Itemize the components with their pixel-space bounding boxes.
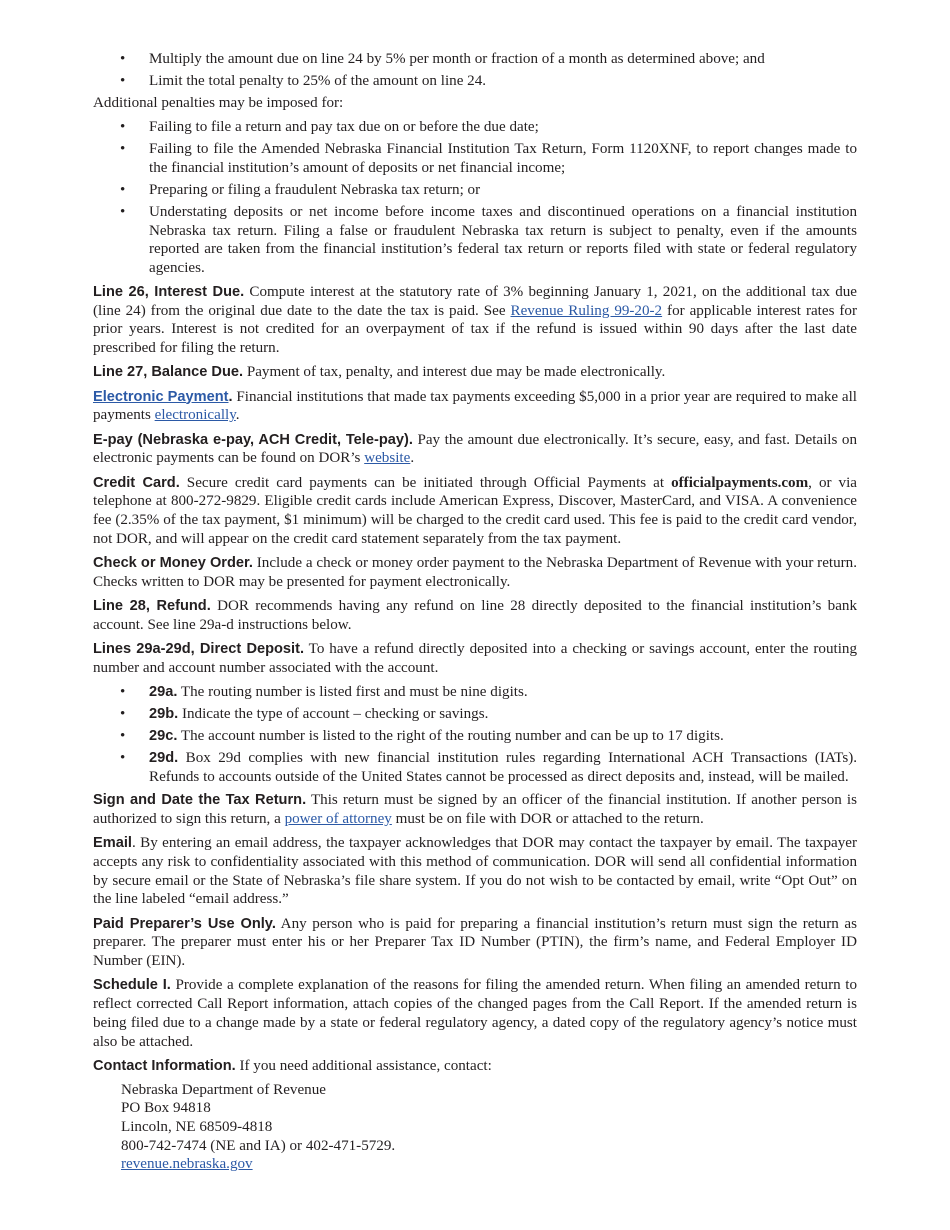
line28-paragraph (93, 597, 857, 634)
contact-paragraph (93, 1057, 857, 1076)
list-item (93, 705, 857, 724)
additional-penalties-intro: Additional penalties may be imposed for: (93, 95, 344, 111)
check-heading: Check or Money Order. (93, 554, 253, 571)
preparer-paragraph (93, 915, 857, 971)
item-text: Indicate the type of account – checking or savings. (178, 705, 489, 722)
sign-text-a: This return must be signed by an officer of the financial institution. If another person is authorized to sign this return, a (93, 792, 857, 828)
revenue-ruling-link[interactable]: Revenue Ruling 99-20-2 (510, 302, 663, 319)
list-item: • Understating deposits or net income before income taxes and discontinued operations on a financial institution Nebraska tax return. Filing a false or fraudulent Nebraska tax return is subject to penalty, even if the amounts reported are taken from the financial institution’s federal tax return or reports filed with state or federal regulatory agencies. (93, 203, 857, 278)
item-label: 29b. (149, 705, 179, 722)
email-paragraph (93, 834, 857, 909)
address-line: 800-742-7474 (NE and IA) or 402-471-5729. (121, 1137, 396, 1154)
line28-heading: Line 28, Refund. (93, 597, 211, 614)
credit-card-heading: Credit Card. (93, 474, 180, 491)
line27-paragraph (93, 363, 857, 382)
electronic-payment-link[interactable]: Electronic Payment (93, 388, 229, 405)
line28-text: DOR recommends having any refund on line 28 directly deposited to the financial institution’s bank account. See line 29a-d instructions below. (93, 597, 857, 633)
additional-penalties-list (93, 118, 857, 278)
item-text: Box 29d complies with new financial institution rules regarding International ACH Transactions (IATs). Refunds to accounts outside of the United States cannot be processed as direct deposits and, instead, will be mailed. (149, 749, 857, 785)
contact-address (93, 1081, 857, 1175)
epay-text-b: . (410, 450, 415, 467)
list-item: • Multiply the amount due on line 24 by 5% per month or fraction of a month as determined above; and (93, 50, 857, 69)
list-item: • Failing to file the Amended Nebraska Financial Institution Tax Return, Form 1120XNF, to report changes made to the financial institution’s amount of deposits or net financial income; (93, 140, 857, 177)
penalty-bullet-list (93, 50, 857, 91)
schedule-heading: Schedule I. (93, 977, 171, 994)
address-line: Nebraska Department of Revenue (121, 1081, 326, 1098)
electronic-payment-text-a: Financial institutions that made tax payments exceeding $5,000 in a prior year are required to make all payments (93, 388, 857, 424)
preparer-heading: Paid Preparer’s Use Only. (93, 915, 276, 932)
schedule-paragraph (93, 976, 857, 1051)
item-label: 29a. (149, 683, 178, 700)
line26-paragraph (93, 283, 857, 358)
sign-paragraph (93, 791, 857, 828)
power-of-attorney-link[interactable]: power of attorney (284, 811, 392, 828)
list-item (93, 749, 857, 786)
epay-heading: E-pay (Nebraska e-pay, ACH Credit, Tele-pay). (93, 431, 413, 448)
line27-text: Payment of tax, penalty, and interest due may be made electronically. (243, 364, 666, 381)
line27-heading: Line 27, Balance Due. (93, 364, 244, 381)
electronic-payment-period: . (228, 388, 233, 405)
preparer-text: Any person who is paid for preparing a financial institution’s return must sign the return as preparer. The preparer must enter his or her Preparer Tax ID Number (PTIN), the firm’s name, and Federal Employer ID Number (EIN). (93, 915, 857, 970)
list-item: • Limit the total penalty to 25% of the amount on line 24. (93, 72, 857, 91)
schedule-text: Provide a complete explanation of the reasons for filing the amended return. When filing an amended return to reflect corrected Call Report information, attach copies of the changed pages from the Call Report. If the amended return is being filed due to a change made by a state or federal regulatory agency, a dated copy of the regulatory agency’s notice must also be attached. (93, 977, 858, 1050)
sign-heading: Sign and Date the Tax Return. (93, 792, 307, 809)
address-line: Lincoln, NE 68509-4818 (121, 1118, 273, 1135)
list-item (93, 683, 857, 702)
credit-card-text-b: , or via telephone at 800-272-9829. Eligible credit cards include American Express, Discover, MasterCard, and VISA. A convenience fee (2.35% of the tax payment, $1 minimum) will be charged to the credit card used. This fee is paid to the credit card vendor, not DOR, and will appear on the credit card statement separately from the tax payment. (93, 474, 857, 547)
item-label: 29d. (149, 749, 179, 766)
revenue-website-link[interactable]: revenue.nebraska.gov (121, 1156, 253, 1173)
electronic-payment-text-b: . (235, 407, 240, 424)
lines29-text: To have a refund directly deposited into a checking or savings account, enter the routing number and account number associated with the account. (93, 640, 857, 676)
item-text: The account number is listed to the right of the routing number and can be up to 17 digits. (177, 727, 724, 744)
contact-text: If you need additional assistance, contact: (235, 1057, 492, 1074)
direct-deposit-list (93, 683, 857, 786)
list-item: • Preparing or filing a fraudulent Nebraska tax return; or (93, 181, 857, 200)
epay-paragraph (93, 431, 857, 468)
electronic-payment-paragraph (93, 388, 857, 425)
email-text: . By entering an email address, the taxpayer acknowledges that DOR may contact the taxpayer by email. The taxpayer accepts any risk to confidentiality associated with this method of communication. DOR will send all confidential information by secure email or the State of Nebraska’s file share system. If you do not wish to be contacted by email, write “Opt Out” on the line labeled “email address.” (93, 835, 857, 908)
credit-card-paragraph (93, 474, 857, 549)
item-label: 29c. (149, 727, 178, 744)
line26-text-b: for applicable interest rates for prior years. Interest is not credited for an overpayment of tax if the refund is issued within 90 days after the last date prescribed for filing the return. (93, 302, 857, 356)
sign-text-b: must be on file with DOR or attached to the return. (391, 811, 704, 828)
credit-card-text-a: Secure credit card payments can be initiated through Official Payments at (179, 474, 672, 491)
lines29-heading: Lines 29a-29d, Direct Deposit. (93, 640, 305, 657)
list-item: • Failing to file a return and pay tax due on or before the due date; (93, 118, 857, 137)
website-link[interactable]: website (364, 450, 411, 467)
line26-text-a: Compute interest at the statutory rate of 3% beginning January 1, 2021, on the additional tax due (line 24) from the original due date to the date the tax is paid. See (93, 283, 857, 319)
epay-text-a: Pay the amount due electronically. It’s secure, easy, and fast. Details on electronic payments can be found on DOR’s (93, 431, 857, 467)
address-line: PO Box 94818 (121, 1100, 211, 1117)
list-item (93, 727, 857, 746)
line26-heading: Line 26, Interest Due. (93, 283, 245, 300)
email-heading: Email (93, 835, 132, 852)
official-payments-site: officialpayments.com (671, 474, 809, 491)
item-text: The routing number is listed first and must be nine digits. (177, 683, 528, 700)
contact-heading: Contact Information. (93, 1057, 236, 1074)
check-text: Include a check or money order payment to the Nebraska Department of Revenue with your return. Checks written to DOR may be presented for payment electronically. (93, 554, 857, 590)
check-paragraph (93, 554, 857, 591)
electronically-link[interactable]: electronically (154, 407, 236, 424)
lines29-paragraph (93, 640, 857, 677)
